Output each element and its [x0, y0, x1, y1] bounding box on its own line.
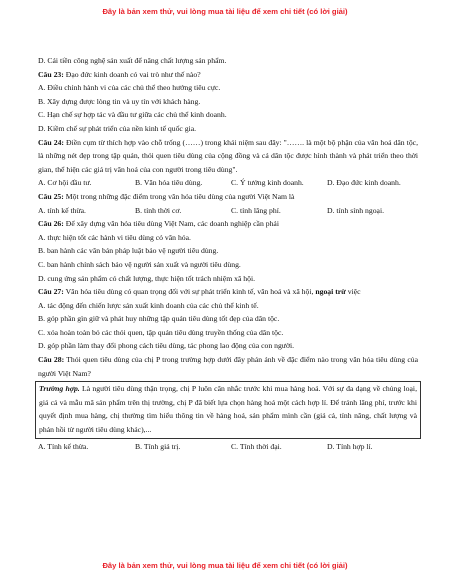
answer-option: A. tính kế thừa.	[38, 205, 86, 215]
answer-option: A. tác động đến chiến lược sản xuất kinh doanh của các chủ thể kinh tế.	[38, 300, 259, 310]
preview-banner-top: Đây là bản xem thử, vui lòng mua tài liệu để xem chi tiết (có lời giải)	[102, 7, 348, 16]
answer-option: B. góp phần gìn giữ và phát huy những tập quán tiêu dùng tốt đẹp của dân tộc.	[38, 314, 280, 324]
answer-option: C. Ý tưởng kinh doanh.	[231, 178, 304, 188]
question	[38, 68, 418, 82]
question	[38, 353, 418, 380]
answer-option: C. Tính thời đại.	[231, 441, 282, 451]
answer-option: D. tính sính ngoại.	[327, 205, 385, 215]
answer-option: C. xóa hoàn toàn bỏ các thói quen, tập quán tiêu dùng truyền thống của dân tộc.	[38, 327, 284, 337]
answer-option: A. Tính kế thừa.	[38, 441, 89, 451]
answer-option: C. tính lãng phí.	[231, 205, 281, 215]
answer-option: D. cung ứng sản phẩm có chất lượng, thực hiện tốt trách nhiệm xã hội.	[38, 273, 256, 283]
question-text: Một trong những đặc điểm trong văn hóa tiêu dùng của người Việt Nam là	[63, 191, 295, 201]
answer-option: D. Cái tiền công nghệ sản xuất để nâng chất lượng sản phẩm.	[38, 56, 227, 65]
answer-option: A. Cơ hội đầu tư.	[38, 178, 92, 188]
answer-option: D. góp phần làm thay đổi phong cách tiêu dùng, tác phong lao động của con người.	[38, 341, 295, 351]
answer-option: D. Tính hợp lí.	[327, 441, 373, 451]
question-number: Câu 28:	[38, 355, 65, 365]
question	[38, 136, 418, 177]
question-number: Câu 23:	[38, 69, 64, 79]
question-number: Câu 24:	[38, 137, 64, 147]
question-text: Để xây dựng văn hóa tiêu dùng Việt Nam, các doanh nghiệp cần phải	[63, 219, 279, 229]
question-number: Câu 26:	[38, 219, 64, 229]
answer-option: B. ban hành các văn bản pháp luật bảo vệ người tiêu dùng.	[38, 246, 219, 256]
question-number: Câu 25:	[38, 191, 64, 201]
answer-option: B. Văn hóa tiêu dùng.	[135, 178, 203, 188]
question-emphasis: ngoại trừ	[315, 287, 346, 297]
question	[38, 190, 418, 204]
document-body	[38, 54, 418, 453]
answer-options-row	[38, 204, 418, 218]
answer-option: A. thực hiện tốt các hành vi tiêu dùng có văn hóa.	[38, 232, 191, 242]
question-text: Đạo đức kinh doanh có vai trò như thế nào?	[63, 69, 201, 79]
answer-options-row	[38, 176, 418, 190]
answer-option: D. Đạo đức kinh doanh.	[327, 178, 401, 188]
question	[38, 217, 418, 231]
answer-option: B. Xây dựng được lòng tin và uy tín với khách hàng.	[38, 96, 201, 106]
question	[38, 285, 418, 299]
answer-option: B. tính thời cơ.	[135, 205, 182, 215]
answer-option: C. ban hành chính sách bảo vệ người sản xuất và người tiêu dùng.	[38, 259, 241, 269]
preview-banner-bottom: Đây là bản xem thử, vui lòng mua tài liệu để xem chi tiết (có lời giải)	[102, 561, 348, 570]
question-text-end: việc	[345, 287, 361, 297]
answer-option: B. Tính giá trị.	[135, 441, 181, 451]
answer-option: C. Hạn chế sự hợp tác và đầu tư giữa các chủ thể kinh doanh.	[38, 110, 227, 120]
case-study-box	[35, 381, 421, 438]
question-text: Điền cụm từ thích hợp vào chỗ trống (……) trong khái niệm sau đây: "……. là một bộ phận của văn hoá dân tộc, là những nét đẹp trong tập quán, thói quen tiêu dùng của cộng đồng và cá dân tộc được hình thành và phát triển theo thời gian, thể hiện các giá trị văn hoá của con người trong tiêu dùng".	[38, 137, 419, 174]
answer-option: D. Kiềm chế sự phát triển của nền kinh tế quốc gia.	[38, 123, 197, 133]
question-text: Thói quen tiêu dùng của chị P trong trường hợp dưới đây phản ánh về đặc điểm nào trong văn hóa tiêu dùng của người Việt Nam?	[38, 355, 418, 378]
question-number: Câu 27:	[38, 287, 64, 297]
question-text: Văn hóa tiêu dùng có quan trọng đối với sự phát triển kinh tế, văn hoá và xã hội,	[63, 287, 316, 297]
answer-options-row	[38, 440, 418, 454]
answer-option: A. Điều chỉnh hành vi của các chủ thể theo hướng tiêu cực.	[38, 83, 221, 93]
case-study-label: Trường hợp.	[39, 384, 80, 394]
case-study-text: Là người tiêu dùng thận trọng, chị P luôn cân nhắc trước khi mua hàng hoá. Với sự đa dạng về chủng loại, giá cả và mẫu mã sản phẩm trên thị trường, chị P đã biết lựa chọn hàng hoá một cách hợp lí. Để tránh lãng phí, trước khi quyết định mua hàng, chị thường tìm hiểu thông tin về hàng hoá, sản phẩm mình cần (giá cả, tính năng, chất lượng và phản hồi từ người tiêu dùng khác),...	[39, 384, 417, 435]
